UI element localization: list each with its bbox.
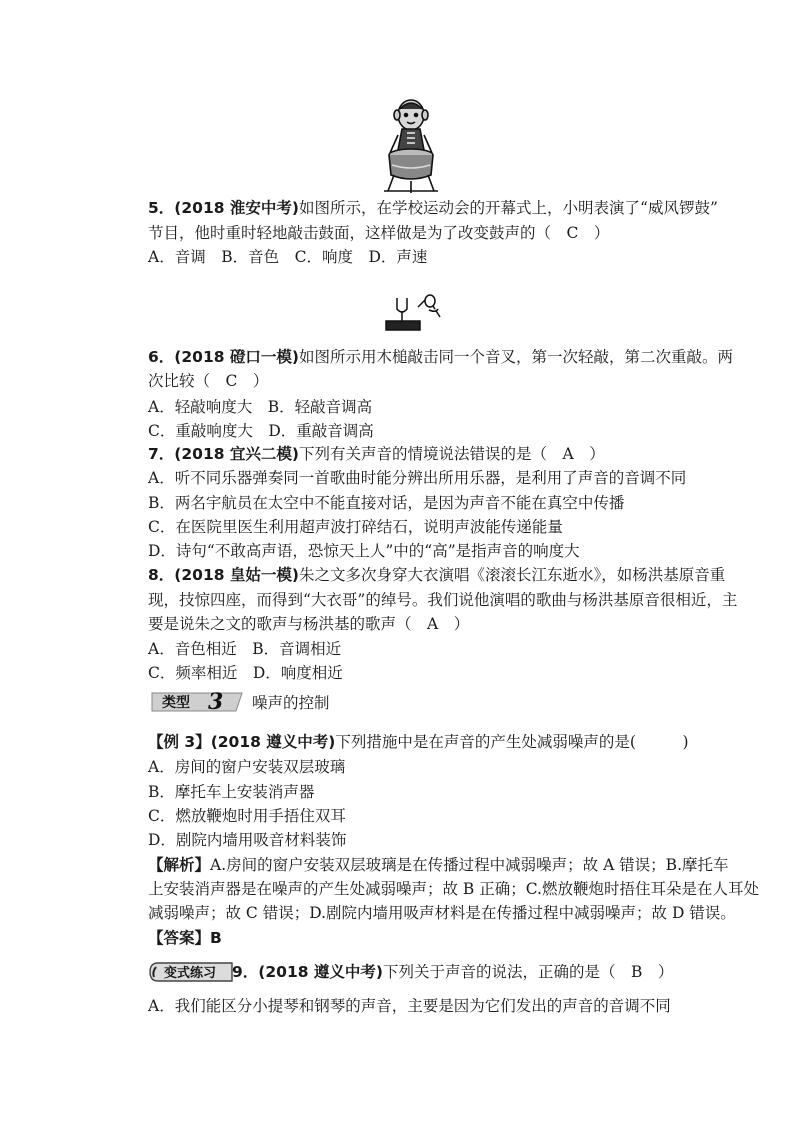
q7-source: (2018 宜兴二模) bbox=[174, 445, 300, 463]
example3-source: (2018 遵义中考) bbox=[210, 733, 336, 751]
q8-number: 8． bbox=[148, 566, 175, 584]
analysis-line3: 减弱噪声；故 C 错误；D.剧院内墙用吸声材料是在传播过程中减弱噪声；故 D 错误。 bbox=[148, 904, 736, 922]
q5-line2: 节目，他时重时轻地敲击鼓面，这样做是为了改变鼓声的（ C ） bbox=[148, 224, 610, 242]
drummer-figure bbox=[380, 95, 444, 195]
tuning-fork-figure bbox=[384, 293, 444, 333]
analysis-text-1: A.房间的窗户安装双层玻璃是在传播过程中减弱噪声；故 A 错误；B.摩托车 bbox=[210, 856, 729, 874]
q8-options-2: C．频率相近 D．响度相近 bbox=[148, 664, 343, 682]
q7-option-d: D．诗句“不敢高声语，恐惊天上人”中的“高”是指声音的响度大 bbox=[148, 542, 580, 560]
q8-source: (2018 皇姑一模) bbox=[174, 566, 300, 584]
q7-number: 7． bbox=[148, 445, 175, 463]
type-badge-number: 3 bbox=[208, 690, 224, 714]
q7-line1 bbox=[148, 444, 605, 464]
analysis-label: 【解析】 bbox=[148, 856, 211, 874]
example3-option-d: D．剧院内墙用吸音材料装饰 bbox=[148, 831, 347, 849]
q7-option-a: A．听不同乐器弹奏同一首歌曲时能分辨出所用乐器，是利用了声音的音调不同 bbox=[148, 469, 687, 487]
q6-line1 bbox=[148, 347, 733, 367]
q6-number: 6． bbox=[148, 348, 175, 366]
q5-line1 bbox=[148, 198, 718, 218]
type-badge-word: 类型 bbox=[162, 695, 190, 711]
type-title: 噪声的控制 bbox=[252, 694, 330, 712]
q5-source: (2018 淮安中考) bbox=[174, 199, 300, 217]
q8-line1 bbox=[148, 565, 725, 585]
q7-option-c: C．在医院里医生利用超声波打碎结石，说明声波能传递能量 bbox=[148, 518, 563, 536]
q9-stem: 下列关于声音的说法，正确的是（ B ） bbox=[383, 963, 674, 981]
variant-badge bbox=[148, 961, 234, 983]
q5-options: A．音调 B．音色 C．响度 D．声速 bbox=[148, 248, 428, 266]
q9-number: 9． bbox=[232, 963, 259, 981]
variant-badge-label: 变式练习 bbox=[164, 966, 217, 981]
q8-line2: 现，技惊四座，而得到“大衣哥”的绰号。我们说他演唱的歌曲与杨洪基原音很相近，主 bbox=[148, 591, 738, 609]
answer-line: 【答案】B bbox=[148, 929, 222, 947]
q7-stem: 下列有关声音的情境说法错误的是（ A ） bbox=[299, 445, 605, 463]
variant-stem-line bbox=[232, 962, 673, 982]
q9-source: (2018 遵义中考) bbox=[258, 963, 384, 981]
example3-option-c: C．燃放鞭炮时用手捂住双耳 bbox=[148, 807, 346, 825]
example3-option-a: A．房间的窗户安装双层玻璃 bbox=[148, 758, 346, 776]
q6-options-2: C．重敲响度大 D．重敲音调高 bbox=[148, 422, 374, 440]
type-badge bbox=[150, 690, 246, 714]
analysis-line2: 上安装消声器是在噪声的产生处减弱噪声；故 B 正确；C.燃放鞭炮时捂住耳朵是在人耳处 bbox=[148, 880, 759, 898]
q6-options-1: A．轻敲响度大 B．轻敲音调高 bbox=[148, 398, 373, 416]
q5-number: 5． bbox=[148, 199, 175, 217]
example3-label: 【例 3】 bbox=[148, 733, 211, 751]
q6-source: (2018 磴口一模) bbox=[174, 348, 300, 366]
q6-stem: 如图所示用木槌敲击同一个音叉，第一次轻敲，第二次重敲。两 bbox=[299, 348, 734, 366]
example3-option-b: B．摩托车上安装消声器 bbox=[148, 783, 315, 801]
q8-options-1: A．音色相近 B．音调相近 bbox=[148, 640, 342, 658]
q7-option-b: B．两名宇航员在太空中不能直接对话，是因为声音不能在真空中传播 bbox=[148, 494, 625, 512]
example3-stem: 下列措施中是在声音的产生处减弱噪声的是( ) bbox=[335, 733, 689, 751]
q5-stem: 如图所示，在学校运动会的开幕式上，小明表演了“威风锣鼓” bbox=[299, 199, 718, 217]
example3-stem-line bbox=[148, 732, 689, 752]
q8-stem: 朱之文多次身穿大衣演唱《滚滚长江东逝水》，如杨洪基原音重 bbox=[299, 566, 726, 584]
q9-option-a: A．我们能区分小提琴和钢琴的声音，主要是因为它们发出的声音的音调不同 bbox=[148, 997, 671, 1015]
q8-line3: 要是说朱之文的歌声与杨洪基的歌声（ A ） bbox=[148, 615, 470, 633]
analysis-line1 bbox=[148, 855, 729, 875]
q6-line2: 次比较（ C ） bbox=[148, 372, 269, 390]
